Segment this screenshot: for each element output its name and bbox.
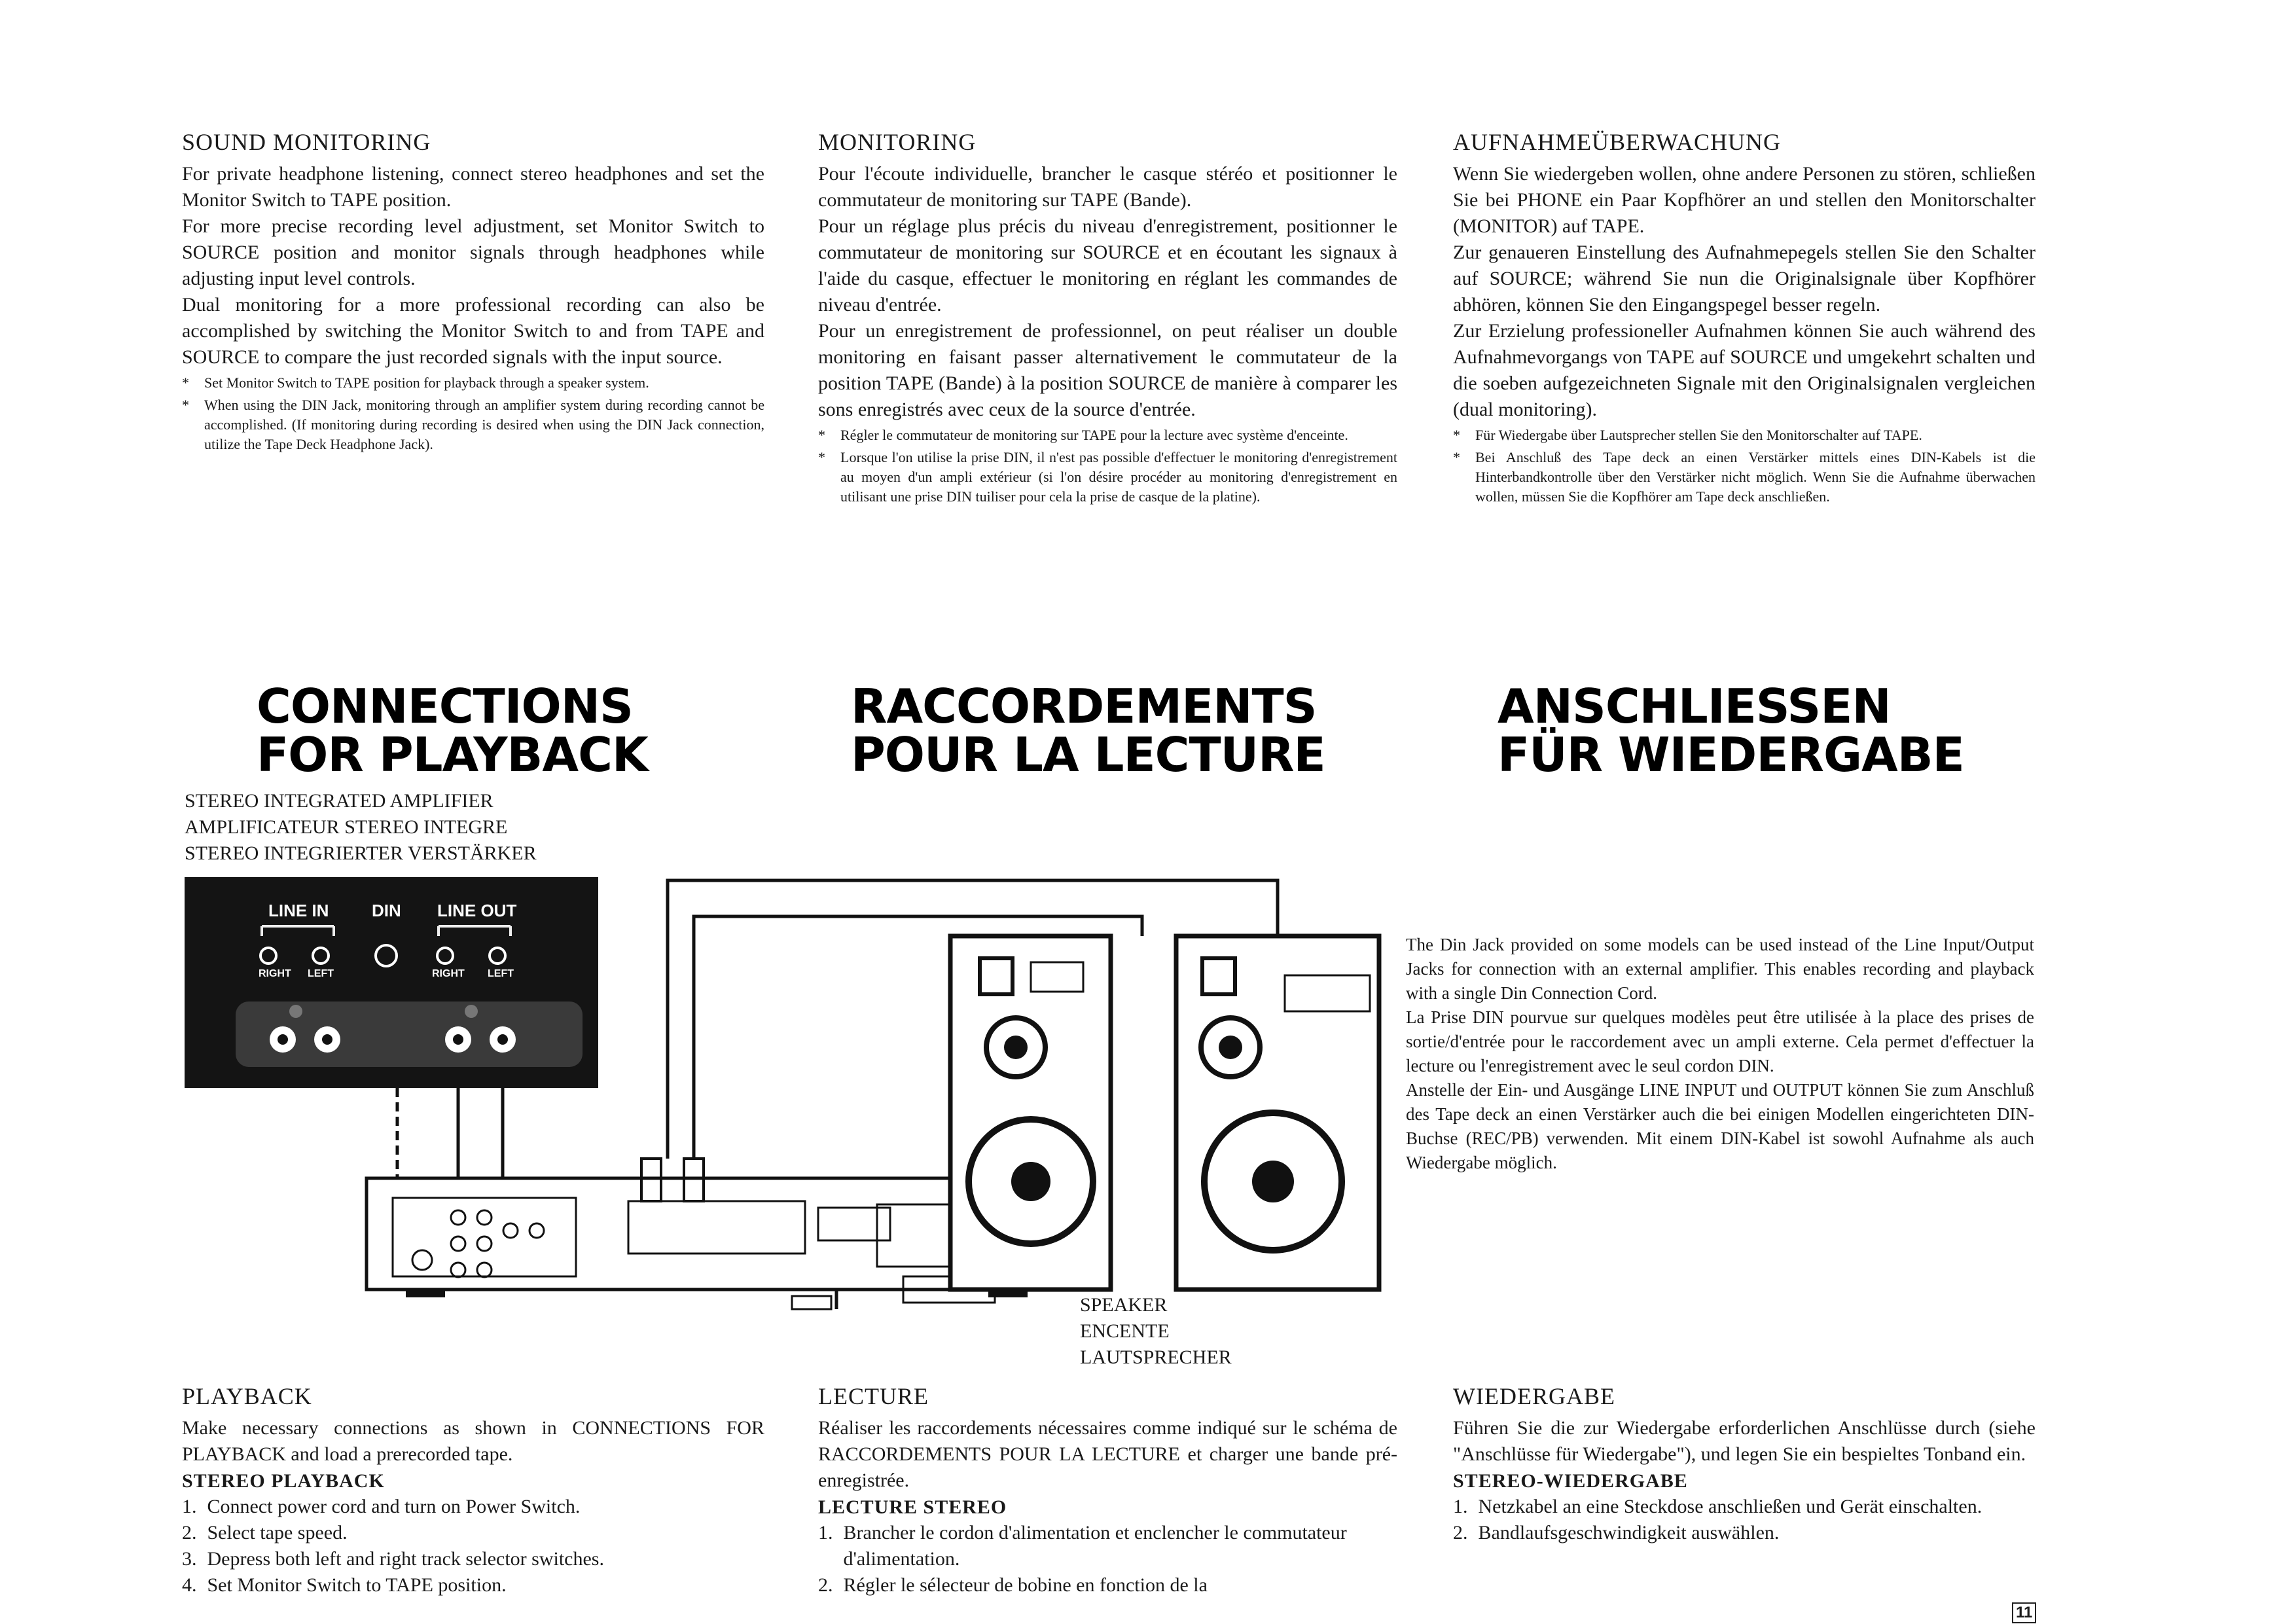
label-din: DIN [372,901,401,920]
step-number: 1. [1453,1496,1468,1517]
speaker-label: SPEAKER [1080,1294,1168,1316]
label-line-in: LINE IN [268,901,329,920]
label-left: LEFT [308,968,334,979]
step-number: 2. [182,1522,197,1543]
subheading: STEREO-WIEDERGABE [1453,1470,1688,1492]
paragraph: Anstelle der Ein- und Ausgänge LINE INPUT und OUTPUT können Sie zum Anschluß des Tape deck an einen Verstärker auch die bei einigen Modellen eingerichteten DIN-Buchse (REC/PB) verwenden. Mit einem DIN-Kabel ist sowohl Aufnahme als auch Wiedergabe möglich. [1406,1080,2034,1172]
paragraph: Réaliser les raccordements nécessaires comme indiqué sur le schéma de RACCORDEMENTS POUR LA LECTURE et charger une bande pré-enregistrée. [818,1417,1397,1491]
subheading: STEREO PLAYBACK [182,1470,385,1492]
title-line: RACCORDEMENTS [851,679,1317,734]
heading: WIEDERGABE [1453,1383,1615,1409]
list-item [182,1572,764,1598]
note-text: Régler le commutateur de monitoring sur TAPE pour la lecture avec système d'enceinte. [840,427,1348,443]
list-item [182,1546,764,1572]
paragraph: For more precise recording level adjustment, set Monitor Switch to SOURCE position and monitor signals through headphones while adjusting input level controls. [182,215,764,289]
section-wiedergabe-de [1453,1382,2036,1546]
speaker-label: LAUTSPRECHER [1080,1346,1232,1368]
bullet: * [818,449,825,465]
heading: MONITORING [818,129,977,155]
note-text: When using the DIN Jack, monitoring through an amplifier system during recording cannot be accomplished. (If monitoring during recording is desired when using the DIN Jack connection, utilize the Tape Deck Headphone Jack). [204,397,764,452]
speaker-labels [1080,1292,1232,1371]
speaker-right [1176,936,1379,1290]
paragraph: Führen Sie die zur Wiedergabe erforderlichen Anschlüsse durch (siehe "Anschlüsse für Wiedergabe"), und legen Sie ein bespieltes Tonband ein. [1453,1417,2036,1465]
note-text: Set Monitor Switch to TAPE position for playback through a speaker system. [204,374,649,391]
paragraph: Pour un réglage plus précis du niveau d'enregistrement, positionner le commutateur de monitoring sur SOURCE et en écoutant les signaux à l'aide du casque, effectuer le monitoring en réglant les commandes de niveau d'entrée. [818,215,1397,316]
section-playback-en [182,1382,764,1598]
section-lecture-fr [818,1382,1397,1598]
step-text: Set Monitor Switch to TAPE position. [207,1574,507,1596]
title-line: FÜR WIEDERGABE [1498,727,1964,782]
step-number: 2. [1453,1522,1468,1543]
bullet: * [1453,449,1460,465]
paragraph: Zur genaueren Einstellung des Aufnahmepegels stellen Sie den Schalter auf SOURCE; während Sie nun die Originalsignale über Kopfhörer abhören, können Sie den Eingangspegel besser regeln. [1453,242,2036,316]
amp-label: STEREO INTEGRATED AMPLIFIER [185,790,493,812]
steps-list [1453,1494,2036,1546]
steps-list [818,1520,1397,1598]
steps-list [182,1494,764,1598]
paragraph: Dual monitoring for a more professional recording can also be accomplished by switching the Monitor Switch to and from TAPE and SOURCE to compare the just recorded signals with the input source. [182,294,764,368]
title-line: CONNECTIONS [257,679,633,734]
heading: AUFNAHMEÜBERWACHUNG [1453,129,1782,155]
paragraph: For private headphone listening, connect stereo headphones and set the Monitor Switch to TAPE position. [182,163,764,211]
step-text: Depress both left and right track selector switches. [207,1548,604,1570]
step-number: 1. [182,1496,197,1517]
title-line: FOR PLAYBACK [257,727,648,782]
bullet: * [818,427,825,443]
list-item [1453,1494,2036,1520]
heading: PLAYBACK [182,1383,312,1409]
note-text: Für Wiedergabe über Lautsprecher stellen Sie den Monitorschalter auf TAPE. [1475,427,1922,443]
list-item [818,1520,1397,1572]
paragraph: Make necessary connections as shown in CONNECTIONS FOR PLAYBACK and load a prerecorded tape. [182,1417,764,1465]
label-right: RIGHT [259,968,291,979]
paragraph: Pour l'écoute individuelle, brancher le casque stéréo et positionner le commutateur de monitoring sur TAPE (Bande). [818,163,1397,211]
amp-label: STEREO INTEGRIERTER VERSTÄRKER [185,842,537,864]
subheading: LECTURE STEREO [818,1496,1007,1518]
list-item [182,1494,764,1520]
step-text: Connect power cord and turn on Power Switch. [207,1496,581,1517]
speaker-left [950,936,1111,1290]
step-text: Brancher le cordon d'alimentation et enclencher le commutateur d'alimentation. [843,1522,1347,1570]
step-text: Select tape speed. [207,1522,348,1543]
paragraph: La Prise DIN pourvue sur quelques modèles peut être utilisée à la place des prises de sortie/d'entrée pour le raccordement avec un ampli externe. Cela permet d'effectuer la lecture ou l'enregistrement avec le seul cordon DIN. [1406,1007,2034,1075]
step-number: 1. [818,1522,833,1543]
title-line: ANSCHLIESSEN [1498,679,1891,734]
note-text: Bei Anschluß des Tape deck an einen Verstärker mittels eines DIN-Kabels ist die Hinterbandkontrolle über den Verstärker nicht möglich. Wenn Sie die Aufnahme überwachen wollen, müssen Sie die Kopfhörer am Tape deck anschließen. [1475,449,2036,505]
label-right: RIGHT [432,968,465,979]
bullet: * [182,374,189,391]
step-number: 2. [818,1574,833,1596]
note-text: Lorsque l'on utilise la prise DIN, il n'est pas possible d'effectuer le monitoring d'enregistrement au moyen d'un ampli extérieur (si l'on désire procéder au monitoring d'enregistrement en utilisant une prise DIN tuiliser pour cela la prise de casque de la platine). [840,449,1397,505]
heading: SOUND MONITORING [182,129,431,155]
bullet: * [1453,427,1460,443]
step-text: Bandlaufsgeschwindigkeit auswählen. [1478,1522,1780,1543]
step-text: Netzkabel an eine Steckdose anschließen und Gerät einschalten. [1478,1496,1982,1517]
label-left: LEFT [488,968,514,979]
speaker-label: ENCENTE [1080,1320,1170,1342]
list-item [182,1520,764,1546]
amp-label: AMPLIFICATEUR STEREO INTEGRE [185,816,508,838]
step-number: 4. [182,1574,197,1596]
din-jack-note [1406,933,2034,1175]
list-item [1453,1520,2036,1546]
title-line: POUR LA LECTURE [851,727,1325,782]
paragraph: Wenn Sie wiedergeben wollen, ohne andere Personen zu stören, schließen Sie bei PHONE ein Paar Kopfhörer an und stellen den Monitorschalter (MONITOR) auf TAPE. [1453,163,2036,237]
heading: LECTURE [818,1383,929,1409]
page-number: 11 [2012,1602,2036,1623]
paragraph: The Din Jack provided on some models can be used instead of the Line Input/Output Jacks for connection with an external amplifier. This enables recording and playback with a single Din Connection Cord. [1406,935,2034,1003]
list-item [818,1572,1397,1598]
step-text: Régler le sélecteur de bobine en fonction de la [843,1574,1208,1596]
paragraph: Zur Erzielung professioneller Aufnahmen können Sie auch während des Aufnahmevorgangs von TAPE auf SOURCE und umgekehrt schalten und die soeben aufgezeichneten Signale mit den Originalsignalen vergleichen (dual monitoring). [1453,320,2036,420]
label-line-out: LINE OUT [437,901,517,920]
paragraph: Pour un enregistrement de professionnel, on peut réaliser un double monitoring en faisant passer alternativement le commutateur de la position TAPE (Bande) à la position SOURCE de manière à comparer les sons enregistrés avec ceux de la source d'entrée. [818,320,1397,420]
bullet: * [182,397,189,413]
step-number: 3. [182,1548,197,1570]
